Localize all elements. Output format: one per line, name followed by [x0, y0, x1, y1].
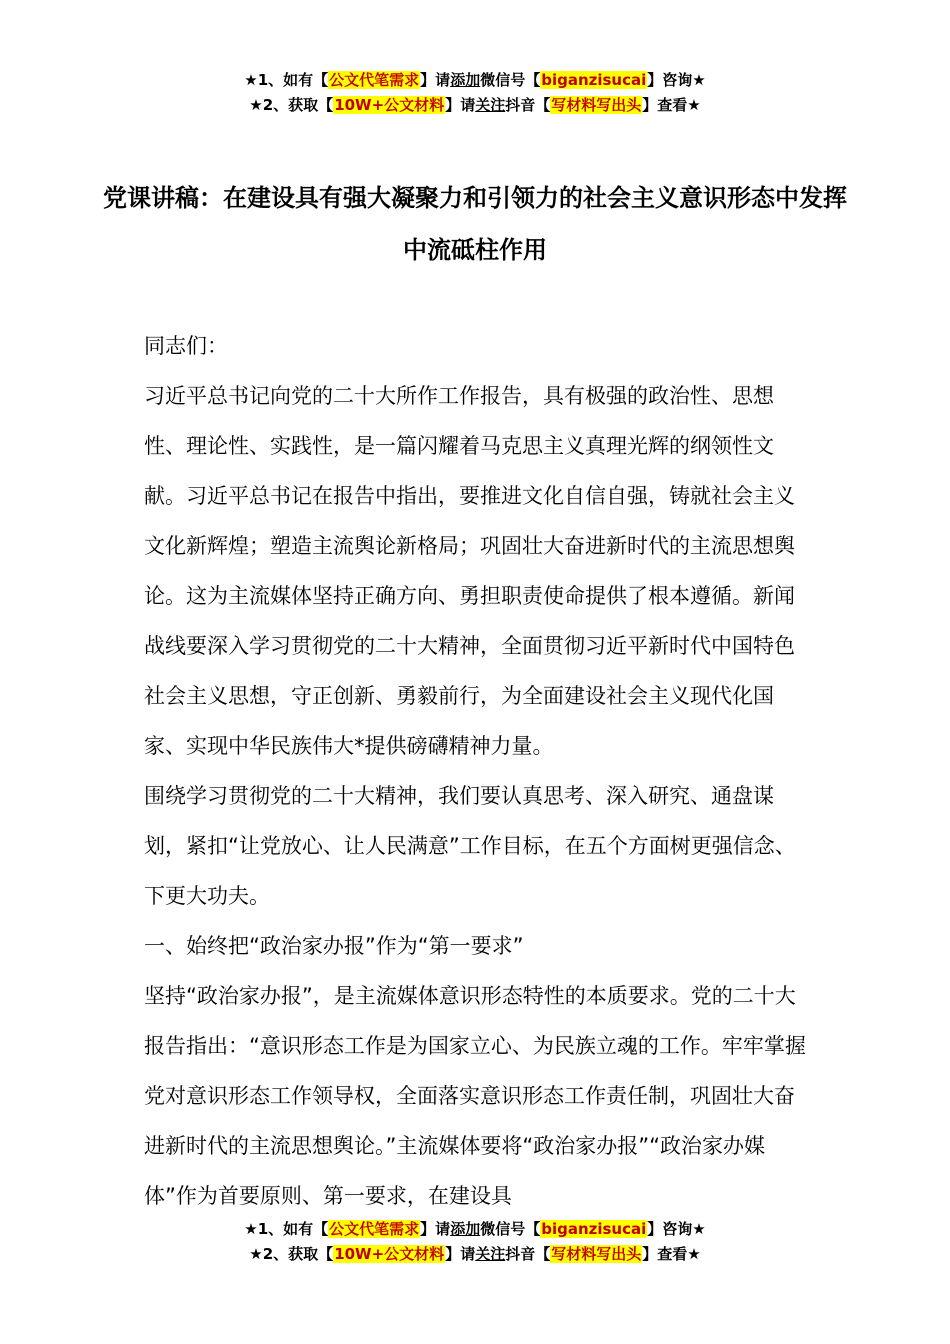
- promo-text: 】查看★: [642, 1245, 701, 1263]
- footer-promo-banner: [0, 1217, 950, 1267]
- promo-highlight: 公文代笔需求: [329, 71, 420, 89]
- promo-text: ★2、获取【: [249, 1245, 334, 1263]
- promo-text: 】咨询★: [647, 1220, 706, 1238]
- body-paragraph: 习近平总书记向党的二十大所作工作报告，具有极强的政治性、思想性、理论性、实践性，是一篇闪耀着马克思主义真理光辉的纲领性文献。习近平总书记在报告中指出，要推进文化自信自强，铸就社会主义文化新辉煌；塑造主流舆论新格局；巩固壮大奋进新时代的主流思想舆论。这为主流媒体坚持正确方向、勇担职责使命提供了根本遵循。新闻战线要深入学习贯彻党的二十大精神，全面贯彻习近平新时代中国特色社会主义思想，守正创新、勇毅前行，为全面建设社会主义现代化国家、实现中华民族伟大*提供磅礴精神力量。: [144, 384, 795, 758]
- section-heading: 一、始终把“政治家办报”作为“第一要求”: [144, 934, 524, 958]
- salutation: 同志们：: [144, 334, 228, 358]
- promo-text: 微信号【: [480, 1220, 541, 1238]
- promo-line-2: [0, 93, 950, 118]
- promo-text: ★2、获取【: [249, 96, 334, 114]
- promo-line-2: [0, 1242, 950, 1267]
- promo-line-1: [0, 68, 950, 93]
- promo-text: 】咨询★: [647, 71, 706, 89]
- promo-underlined-text: 添加: [450, 1220, 481, 1238]
- body-paragraph: 围绕学习贯彻党的二十大精神，我们要认真思考、深入研究、通盘谋划，紧扣“让党放心、让人民满意”工作目标，在五个方面树更强信念、下更大功夫。: [144, 784, 796, 908]
- promo-text: 抖音【: [505, 96, 551, 114]
- document-title: 党课讲稿：在建设具有强大凝聚力和引领力的社会主义意识形态中发挥中流砥柱作用: [103, 184, 847, 264]
- header-promo-banner: [0, 68, 950, 118]
- promo-highlight: 写材料写出头: [551, 1245, 642, 1263]
- promo-text: 】请: [445, 1245, 476, 1263]
- promo-highlight: 10W+公文材料: [334, 96, 445, 114]
- promo-text: ★1、如有【: [244, 1220, 329, 1238]
- document-body: [144, 321, 810, 1221]
- promo-text: 】请: [420, 71, 451, 89]
- promo-text: 】请: [445, 96, 476, 114]
- promo-text: 微信号【: [480, 71, 541, 89]
- promo-highlight: biganzisucai: [541, 71, 647, 89]
- promo-highlight: 写材料写出头: [551, 96, 642, 114]
- promo-text: 抖音【: [505, 1245, 551, 1263]
- promo-text: 】查看★: [642, 96, 701, 114]
- promo-underlined-text: 添加: [450, 71, 481, 89]
- promo-underlined-text: 关注: [475, 1245, 506, 1263]
- promo-text: 】请: [420, 1220, 451, 1238]
- promo-text: ★1、如有【: [244, 71, 329, 89]
- promo-highlight: 10W+公文材料: [334, 1245, 445, 1263]
- promo-highlight: biganzisucai: [541, 1220, 647, 1238]
- body-paragraph: 坚持“政治家办报”，是主流媒体意识形态特性的本质要求。党的二十大报告指出：“意识形态工作是为国家立心、为民族立魂的工作。牢牢掌握党对意识形态工作领导权，全面落实意识形态工作责任制，巩固壮大奋进新时代的主流思想舆论。”主流媒体要将“政治家办报”“政治家办媒体”作为首要原则、第一要求，在建设具: [144, 984, 806, 1208]
- promo-underlined-text: 关注: [475, 96, 506, 114]
- promo-line-1: [0, 1217, 950, 1242]
- promo-highlight: 公文代笔需求: [329, 1220, 420, 1238]
